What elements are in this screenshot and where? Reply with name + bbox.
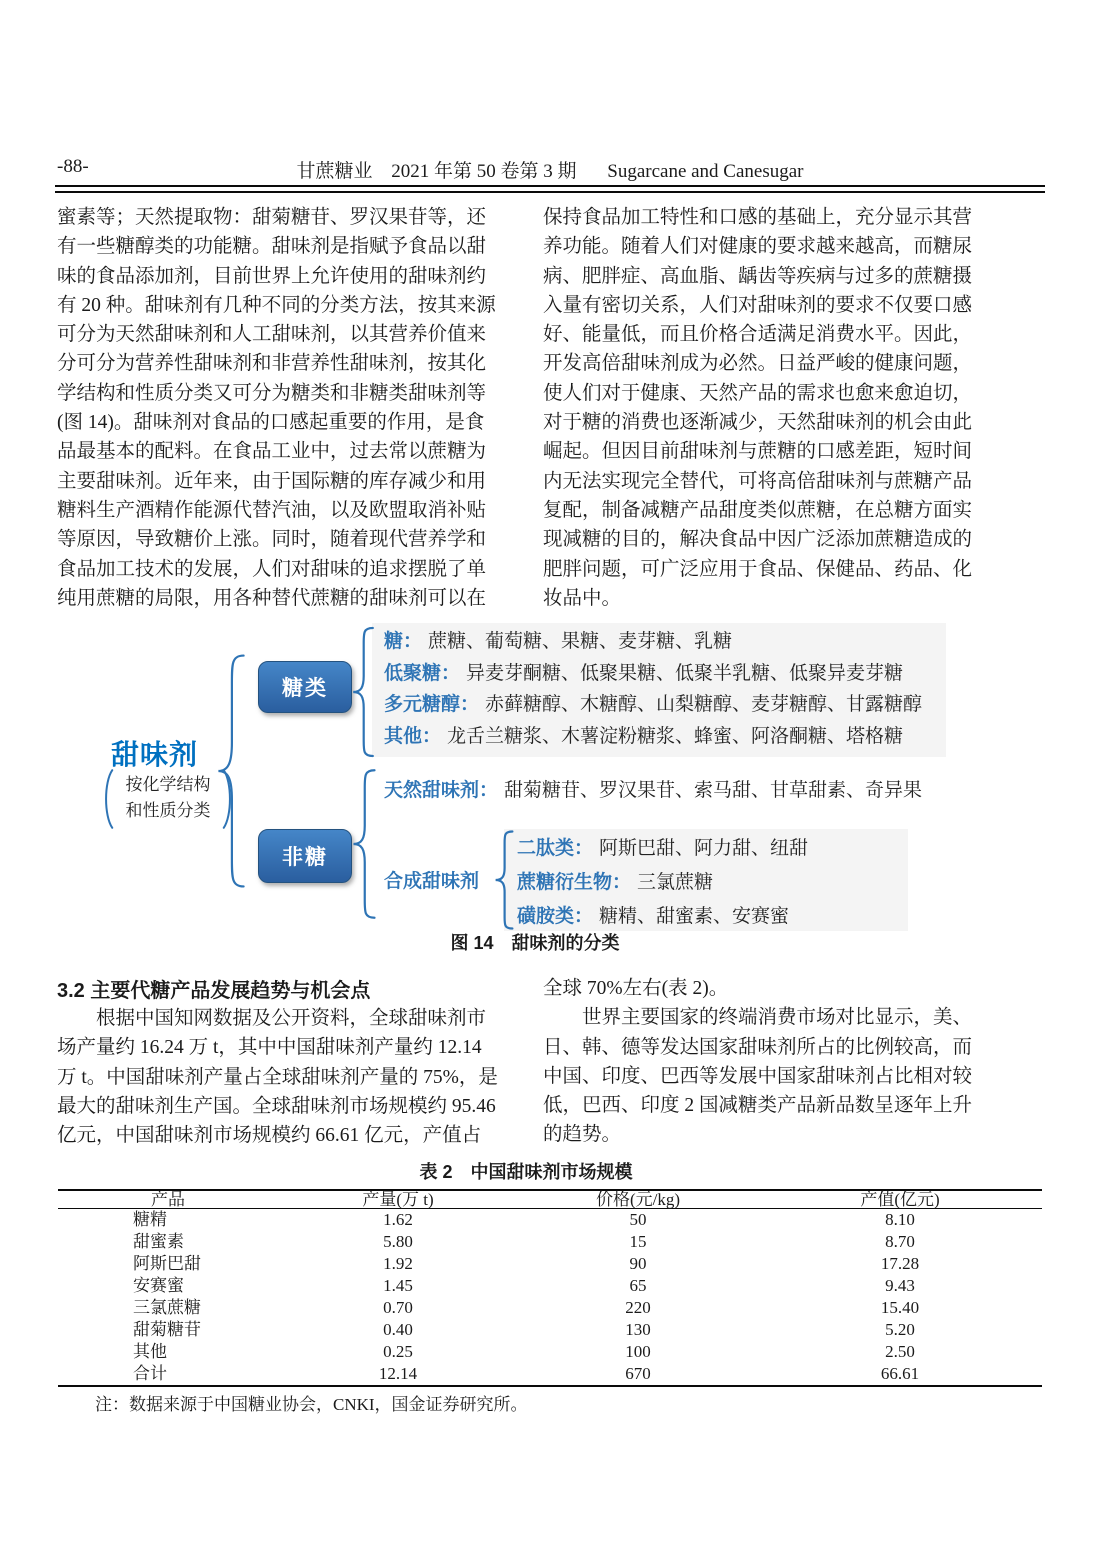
sugar-brace-icon bbox=[349, 626, 377, 758]
text-line: 养功能。随着人们对健康的要求越来越高，而糖尿 bbox=[543, 236, 973, 258]
cell-product: 三氯蔗糖 bbox=[133, 1298, 201, 1317]
cell-output: 0.40 bbox=[383, 1320, 413, 1339]
diagram-item: 磺胺类： 糖精、甜蜜素、安赛蜜 bbox=[517, 906, 790, 927]
text-line: 万 t。中国甜味剂产量占全球甜味剂产量的 75%，是 bbox=[57, 1066, 498, 1088]
diagram-item: 低聚糖： 异麦芽酮糖、低聚果糖、低聚半乳糖、低聚异麦芽糖 bbox=[384, 662, 904, 684]
diagram-item: 多元糖醇： 赤藓糖醇、木糖醇、山梨糖醇、麦芽糖醇、甘露糖醇 bbox=[384, 694, 923, 715]
nonsugar-category-box: 非糖 bbox=[258, 829, 352, 883]
cell-value: 8.70 bbox=[885, 1232, 915, 1251]
root-brace-icon bbox=[213, 652, 249, 890]
note-line-2: 和性质分类 bbox=[125, 801, 211, 820]
journal-header bbox=[55, 156, 1045, 183]
diagram-item: 二肽类： 阿斯巴甜、阿力甜、纽甜 bbox=[517, 838, 809, 859]
col-header-product: 产品 bbox=[58, 1190, 278, 1209]
cell-product: 安赛蜜 bbox=[133, 1276, 184, 1295]
table-row bbox=[58, 1319, 1042, 1341]
text-line: 的趋势。 bbox=[543, 1124, 622, 1146]
sugar-category-box: 糖类 bbox=[258, 661, 352, 713]
text-line: 低，巴西、印度 2 国减糖类产品新品数呈逐年上升 bbox=[543, 1095, 973, 1117]
cell-value: 8.10 bbox=[885, 1210, 915, 1229]
cell-value: 2.50 bbox=[885, 1342, 915, 1361]
text-line: 入量有密切关系，人们对甜味剂的要求不仅要口感 bbox=[543, 294, 973, 316]
cell-value: 5.20 bbox=[885, 1320, 915, 1339]
cell-output: 1.45 bbox=[383, 1276, 413, 1295]
cell-price: 670 bbox=[518, 1363, 758, 1386]
text-line: 纯用蔗糖的局限，用各种替代蔗糖的甜味剂可以在 bbox=[57, 587, 487, 609]
journal-name-cn: 甘蔗糖业 bbox=[296, 161, 373, 182]
table-row bbox=[58, 1275, 1042, 1297]
cell-value: 17.28 bbox=[880, 1254, 920, 1273]
natural-sweetener-line bbox=[384, 775, 922, 802]
text-line: 蜜素等；天然提取物：甜菊糖苷、罗汉果苷等，还 bbox=[57, 207, 487, 228]
text-line: 等原因，导致糖价上涨。同时，随着现代营养学和 bbox=[57, 529, 487, 551]
table-row bbox=[58, 1341, 1042, 1363]
table-row bbox=[58, 1297, 1042, 1319]
diagram-item: 糖： 蔗糖、葡萄糖、果糖、麦芽糖、乳糖 bbox=[384, 631, 733, 652]
text-line: 可分为天然甜味剂和人工甜味剂，以其营养价值来 bbox=[57, 324, 487, 346]
table-note: 注：数据来源于中国糖业协会，CNKI，国金证券研究所。 bbox=[95, 1395, 528, 1414]
text-line: 病、肥胖症、高血脂、龋齿等疾病与过多的蔗糖摄 bbox=[543, 265, 973, 287]
text-line: 肥胖问题，可广泛应用于食品、保健品、药品、化 bbox=[543, 558, 973, 580]
cell-product: 合计 bbox=[58, 1363, 278, 1386]
market-table bbox=[58, 1189, 1042, 1387]
cell-price: 220 bbox=[625, 1298, 651, 1317]
text-line: 食品加工技术的发展，人们对甜味的追求摆脱了单 bbox=[57, 558, 487, 580]
col-header-output: 产量(万 t) bbox=[278, 1190, 518, 1209]
cell-output: 1.92 bbox=[383, 1254, 413, 1273]
text-line: 有一些糖醇类的功能糖。甜味剂是指赋予食品以甜 bbox=[57, 236, 487, 258]
text-line: 崛起。但因目前甜味剂与蔗糖的口感差距，短时间 bbox=[543, 441, 973, 463]
text-line: 主要甜味剂。近年来，由于国际糖的库存减少和用 bbox=[57, 470, 487, 492]
cell-product: 其他 bbox=[133, 1342, 167, 1361]
text-line: (图 14)。甜味剂对食品的口感起重要的作用，是食 bbox=[57, 412, 485, 434]
text-line: 味的食品添加剂，目前世界上允许使用的甜味剂约 bbox=[57, 265, 487, 287]
note-line-1: 按化学结构 bbox=[125, 775, 211, 794]
diagram-item: 其他： 龙舌兰糖浆、木薯淀粉糖浆、蜂蜜、阿洛酮糖、塔格糖 bbox=[384, 725, 904, 747]
text-line: 最大的甜味剂生产国。全球甜味剂市场规模约 95.46 bbox=[57, 1095, 496, 1117]
text-line: 品最基本的配料。在食品工业中，过去常以蔗糖为 bbox=[57, 441, 487, 463]
table-title: 表 2 中国甜味剂市场规模 bbox=[419, 1162, 633, 1182]
header-rule bbox=[55, 185, 1045, 193]
text-line: 亿元，中国甜味剂市场规模约 66.61 亿元，产值占 bbox=[57, 1125, 482, 1147]
journal-issue: 2021 年第 50 卷第 3 期 bbox=[391, 161, 577, 182]
table-row bbox=[58, 1231, 1042, 1253]
text-line: 保持食品加工特性和口感的基础上，充分显示其营 bbox=[543, 207, 973, 228]
figure-caption: 图 14 甜味剂的分类 bbox=[450, 933, 620, 953]
cell-value: 15.40 bbox=[880, 1298, 920, 1317]
cell-output: 0.25 bbox=[383, 1342, 413, 1361]
text-line: 中国、印度、巴西等发展中国家甜味剂占比相对较 bbox=[543, 1065, 973, 1087]
cell-output: 1.62 bbox=[383, 1210, 413, 1229]
table-row bbox=[58, 1253, 1042, 1275]
text-line: 糖料生产酒精作能源代替汽油，以及欧盟取消补贴 bbox=[57, 499, 487, 521]
text-line: 场产量约 16.24 万 t，其中中国甜味剂产量约 12.14 bbox=[57, 1037, 482, 1059]
diagram-root-title: 甜味剂 bbox=[111, 739, 199, 770]
natural-sweetener-text: 甜菊糖苷、罗汉果苷、索马甜、甘草甜素、奇异果 bbox=[504, 780, 923, 801]
page-number: -88- bbox=[57, 156, 89, 177]
journal-name-en: Sugarcane and Canesugar bbox=[607, 161, 804, 182]
text-line: 学结构和性质分类又可分为糖类和非糖类甜味剂等 bbox=[57, 382, 487, 404]
table-row bbox=[58, 1209, 1042, 1232]
body-column-left bbox=[57, 203, 543, 613]
text-line: 复配，制备减糖产品甜度类似蔗糖，在总糖方面实 bbox=[543, 499, 973, 521]
text-line: 日、韩、德等发达国家甜味剂所占的比例较高，而 bbox=[543, 1036, 973, 1058]
text-line: 开发高倍甜味剂成为必然。日益严峻的健康问题， bbox=[543, 353, 973, 375]
text-line: 内无法实现完全替代，可将高倍甜味剂与蔗糖产品 bbox=[543, 470, 973, 492]
cell-price: 100 bbox=[625, 1342, 651, 1361]
table-row bbox=[58, 1363, 1042, 1386]
text-line: 世界主要国家的终端消费市场对比显示，美、 bbox=[543, 1007, 973, 1029]
section-heading: 3.2 主要代糖产品发展趋势与机会点 bbox=[57, 980, 371, 1002]
text-line: 根据中国知网数据及公开资料，全球甜味剂市 bbox=[57, 1008, 487, 1029]
diagram-classification-note bbox=[116, 772, 220, 824]
cell-price: 65 bbox=[629, 1276, 647, 1295]
cell-price: 15 bbox=[629, 1232, 647, 1251]
cell-price: 50 bbox=[629, 1210, 647, 1229]
cell-product: 甜菊糖苷 bbox=[133, 1320, 201, 1339]
text-line: 全球 70%左右(表 2)。 bbox=[543, 978, 729, 999]
cell-price: 130 bbox=[625, 1320, 651, 1339]
section-column-right bbox=[543, 974, 1043, 1150]
text-line: 对于糖的消费也逐渐减少，天然甜味剂的机会由此 bbox=[543, 412, 973, 434]
text-line: 分可分为营养性甜味剂和非营养性甜味剂，按其化 bbox=[57, 353, 487, 375]
text-line: 妆品中。 bbox=[543, 587, 622, 609]
synthetic-sweetener-label: 合成甜味剂 bbox=[384, 871, 480, 892]
text-line: 使人们对于健康、天然产品的需求也愈来愈迫切， bbox=[543, 382, 973, 404]
cell-output: 5.80 bbox=[383, 1232, 413, 1251]
cell-output: 12.14 bbox=[278, 1363, 518, 1386]
cell-output: 0.70 bbox=[383, 1298, 413, 1317]
left-parenthesis-icon bbox=[101, 769, 116, 829]
text-line: 好、能量低，而且价格合适满足消费水平。因此， bbox=[543, 324, 973, 346]
sugar-item-list bbox=[384, 626, 922, 752]
col-header-price: 价格(元/kg) bbox=[518, 1190, 758, 1209]
text-line: 有 20 种。甜味剂有几种不同的分类方法，按其来源 bbox=[57, 294, 496, 316]
section-column-left bbox=[57, 1004, 543, 1150]
synthetic-brace-icon bbox=[492, 830, 516, 930]
synthetic-item-list bbox=[517, 832, 808, 934]
cell-product: 阿斯巴甜 bbox=[133, 1254, 201, 1273]
cell-price: 90 bbox=[629, 1254, 647, 1273]
cell-value: 66.61 bbox=[758, 1363, 1042, 1386]
cell-product: 甜蜜素 bbox=[133, 1232, 184, 1251]
diagram-item: 蔗糖衍生物： 三氯蔗糖 bbox=[517, 872, 714, 893]
cell-value: 9.43 bbox=[885, 1276, 915, 1295]
cell-product: 糖精 bbox=[133, 1210, 167, 1229]
nonsugar-brace-icon bbox=[349, 768, 379, 920]
table-header-row bbox=[58, 1190, 1042, 1209]
body-column-right bbox=[543, 203, 1043, 613]
natural-sweetener-label: 天然甜味剂： bbox=[384, 780, 499, 801]
col-header-value: 产值(亿元) bbox=[758, 1190, 1042, 1209]
text-line: 现减糖的目的，解决食品中因广泛添加蔗糖造成的 bbox=[543, 529, 973, 551]
